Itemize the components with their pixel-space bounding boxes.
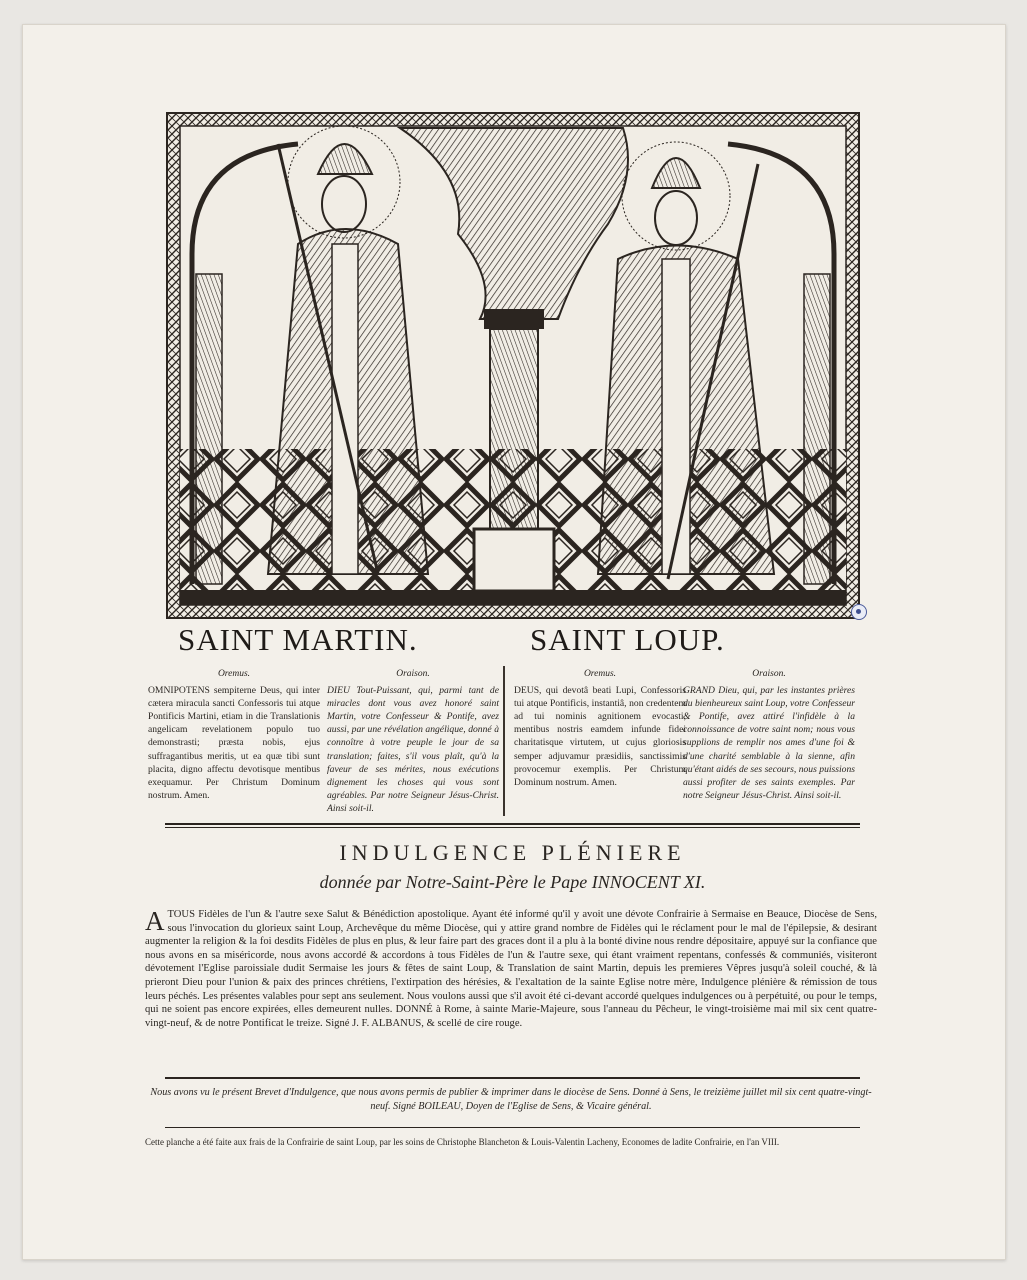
prayer-loup-latin bbox=[514, 668, 686, 789]
woodcut-illustration bbox=[166, 112, 860, 619]
saint-loup-heading: SAINT LOUP. bbox=[530, 622, 725, 657]
indulgence-text: TOUS Fidèles de l'un & l'autre sexe Salut & Bénédiction apostolique. Ayant été informé qu'il y avoit une dévote Confrairie à Sermaise en Beauce, Diocèse de Sens, sous l'invocation du glorieux saint Loup, Archevêque du même Diocèse, qui y attire grand nombre de Fidèles qui le réclament pour le mal de l'épilepsie, & desirant augmenter la religion & la foi desdits Fidèles de plus en plus, & leur faire part des graces dont il a plu à la bonté divine nous rendre dépositaire, appuyé sur la confiance que nous avons en sa miséricorde, nous avons accordé & accordons à tous Fidèles de l'un & l'autre sexe, qui étant vraiment repentans, confessés & communiés, visiteront dévotement l'Eglise paroissiale dudit Sermaise les jours & fêtes de saint Loup, & Translation de saint Martin, depuis les premieres Vêpres jusqu'à soleil couché, & là prieront Dieu pour l'union & paix des princes chrétiens, l'extirpation des hérésies, & l'exaltation de la sainte Eglise notre mère, Indulgence plénière & rémission de tous leurs péchés. Les présentes valables pour sept ans seulement. Nous voulons aussi que s'il avoit été ci-devant accordé quelques indulgences ou à perpétuité, ou pour le temps, qui ne soient pas encore expirées, elles demeurent nulles. DONNÉ à Rome, à sainte Marie-Majeure, sous l'anneau du Pêcheur, le vingt-troisième mai mil six cent quatre-vingt-neuf, & de notre Pontificat le treize. Signé J. F. ALBANUS, & scellé de cire rouge. bbox=[145, 909, 877, 1029]
prayer-text: DIEU Tout-Puissant, qui, parmi tant de miracles dont vous avez honoré saint Martin, votre Confesseur & Pontife, avez aussi, par une révélation angélique, donné à connoître à votre peuple le jour de sa translation; faites, s'il vous plaît, qu'à la faveur de ses mérites, nous exécutions dignement les choses qui vous sont agréables. Par notre Seigneur Jésus-Christ. Ainsi soit-il. bbox=[327, 685, 499, 814]
prayer-text: DEUS, qui devotâ beati Lupi, Confessoris tui atque Pontificis, instantiâ, non credentem ad tui nominis agnitionem evocasti, mentibus nostris eamdem infunde fidei charitatisque virtutem, ut cujus gloriosis semper adjuvamur præsidiis, sanctissimis provocemur exemplis. Per Christum Dominum nostrum. Amen. bbox=[514, 685, 686, 788]
prayer-loup-french bbox=[683, 668, 855, 802]
column-divider bbox=[503, 666, 505, 816]
divider-rule bbox=[165, 1077, 860, 1079]
divider-rule bbox=[165, 827, 860, 828]
drop-cap: A bbox=[145, 906, 165, 936]
prayer-text: GRAND Dieu, qui, par les instantes prières du bienheureux saint Loup, votre Confesseur & Pontife, avez attiré l'infidèle à la connoissance de votre saint nom; nous vous supplions de remplir nos ames d'une foi & d'une charité semblable à la sienne, afin qu'étant aidés de ses secours, nous puissions aussi profiter de ses saints exemples. Par notre Seigneur Jésus-Christ. Ainsi soit-il. bbox=[683, 685, 855, 801]
saint-martin-heading: SAINT MARTIN. bbox=[178, 622, 418, 657]
prayer-text: OMNIPOTENS sempiterne Deus, qui inter cætera miracula sancti Confessoris tui atque Pontificis Martini, etiam in die Translationis angelicam revelationem populo tuo demonstrasti; præsta nobis, ejus suffragantibus meritis, ut ea quæ tibi sunt placita, digno affectu devotisque mentibus exequamur. Per Christum Dominum nostrum. Amen. bbox=[148, 685, 320, 801]
footer-note: Cette planche a été faite aux frais de la Confrairie de saint Loup, par les soins de Christophe Blancheton & Louis-Valentin Lacheny, Economes de ladite Confrairie, en l'an VIII. bbox=[145, 1137, 780, 1147]
indulgence-body bbox=[145, 908, 877, 1030]
brevet-approval: Nous avons vu le présent Brevet d'Indulgence, que nous avons permis de publier & imprimer dans le diocèse de Sens. Donné à Sens, le treizième juillet mil six cent quatre-vingt-neuf. Signé BOILEAU, Doyen de l'Eglise de Sens, & Vicaire général. bbox=[150, 1087, 872, 1112]
prayer-martin-french bbox=[327, 668, 499, 815]
divider-rule bbox=[165, 1127, 860, 1128]
indulgence-subtitle: donnée par Notre-Saint-Père le Pape INNOCENT XI. bbox=[319, 872, 706, 892]
indulgence-title: INDULGENCE PLÉNIERE bbox=[339, 840, 686, 865]
prayer-heading: Oraison. bbox=[752, 669, 786, 679]
prayer-heading: Oremus. bbox=[583, 669, 617, 679]
divider-rule bbox=[165, 823, 860, 825]
library-stamp bbox=[851, 604, 867, 620]
prayer-heading: Oremus. bbox=[217, 669, 251, 679]
prayer-heading: Oraison. bbox=[396, 669, 430, 679]
prayer-martin-latin bbox=[148, 668, 320, 802]
